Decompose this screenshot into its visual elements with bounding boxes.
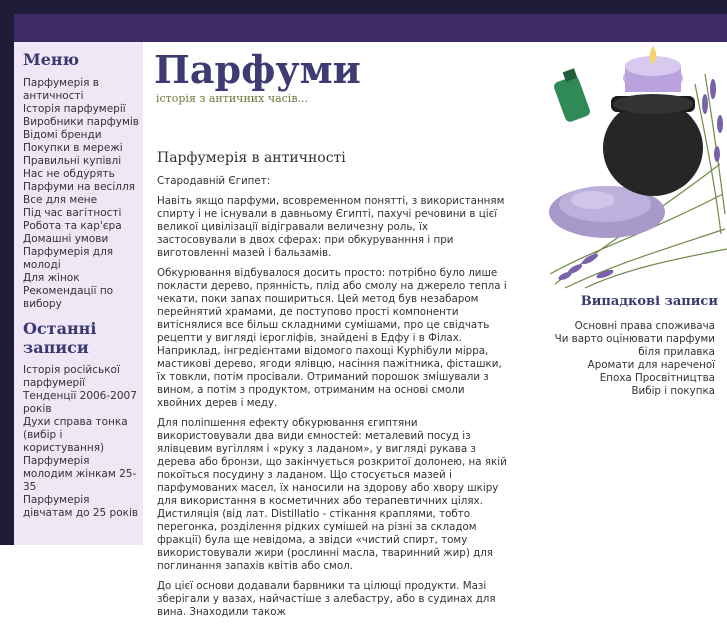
article-paragraph: Для поліпшення ефекту обкурювання єгиптяни використовували два види ємностей: металевий посуд із ялівцевим вугіллям і «руку з ладаном», у вигляді рукава з дерева або бронзи, що закінчується розкритої долонею, на якій покоїться посудину з ладаном. Що стосується мазей і парфумованих масел, їх наносили на здорову або хвору шкіру для використання в косметичних або терапевтичних цілях. Дистиляція (від лат. Distillatio - стікання краплями, тобто перегонка, розділення рідких сумішей на різні за складом фракції) була ще невідома, а звідси «чистий спирт, тому використовували жири (рослинні масла, тваринний жир) для поглинання запахів квітів або смол. <box>157 417 507 572</box>
random-post-item[interactable]: Аромати для нареченої <box>587 359 715 371</box>
random-post-item[interactable]: Чи варто оцінювати парфуми біля прилавка <box>554 333 715 358</box>
menu-item-home[interactable]: Домашні умови <box>23 233 109 245</box>
menu-item-recommendations[interactable]: Рекомендації по вибору <box>23 285 114 310</box>
recent-list <box>23 364 139 520</box>
left-edge <box>0 42 14 545</box>
top-bar <box>0 0 727 42</box>
menu-item-right-purchases[interactable]: Правильні купівлі <box>23 155 122 167</box>
menu-item-women[interactable]: Для жінок <box>23 272 80 284</box>
header-photo <box>545 44 727 289</box>
recent-item[interactable]: Парфумерія дівчатам до 25 років <box>23 494 139 519</box>
sidebar <box>14 42 143 545</box>
article-heading[interactable]: Парфумерія в античності <box>157 150 346 166</box>
recent-item[interactable]: Історія російської парфумерії <box>23 364 120 389</box>
random-posts-title: Випадкові записи <box>580 294 718 309</box>
menu-item-pregnancy[interactable]: Під час вагітності <box>23 207 122 219</box>
menu-item-history[interactable]: Історія парфумерії <box>23 103 126 115</box>
menu-item-no-cheating[interactable]: Нас не обдурять <box>23 168 115 180</box>
menu-item-for-me[interactable]: Все для мене <box>23 194 98 206</box>
menu-title: Меню <box>23 50 80 69</box>
recent-item[interactable]: Парфумерія молодим жінкам 25-35 <box>23 455 137 493</box>
recent-title: Останні записи <box>23 319 97 357</box>
menu-item-wedding[interactable]: Парфуми на весілля <box>23 181 135 193</box>
menu-item-youth[interactable]: Парфумерія для молоді <box>23 246 114 271</box>
site-tagline: історія з античних часів... <box>156 92 309 105</box>
article-paragraph: Навіть якщо парфуми, всовременном понятті, з використанням спирту і не існували в давньому Єгипті, пахучі речовини в цієї великої цивілізації відігравали величезну роль, їх застосовували в двох сферах: при обкуруванння і при виготовленні мазей і бальзамів. <box>157 195 505 259</box>
article-paragraph: До цієї основи додавали барвники та цілющі продукти. Мазі зберігали у вазах, найчастіше з алебастру, або в судинах для вина. Знаходили також <box>157 580 496 618</box>
random-post-item[interactable]: Епоха Просвітництва <box>599 372 715 384</box>
random-post-item[interactable]: Вибір і покупка <box>631 385 715 397</box>
article-paragraph: Обкурювання відбувалося досить просто: потрібно було лише покласти дерево, прянність, плід або смолу на джерело тепла і чекати, поки запах пошириться. Цей метод був незабаром перейнятий храмами, де поступово прості компоненти витіснялися все більш складними сумішами, про це свідчать рецепти у вигляді ієрогліфів, знайдені в Едфу і в Філах. Наприклад, інгредієнтами відомого пахощі Курhібули мірра, мастиковi дерево, ягоди ялівцю, насіння пажітника, фісташки, їх товкли, потім просівали. Отриманий порошок змішували з вином, а потім з продуктом, отриманим на основі смоли хвойних дерев і меду. <box>157 267 507 409</box>
article-paragraph: Стародавній Єгипет: <box>157 175 271 187</box>
menu-item-antiquity[interactable]: Парфумерія в античності <box>23 77 99 102</box>
header-band <box>14 14 727 42</box>
random-post-item[interactable]: Основні права споживача <box>574 320 715 332</box>
recent-item[interactable]: Духи справа тонка (вибір і користування) <box>23 416 128 454</box>
article <box>157 150 507 626</box>
menu-item-career[interactable]: Робота та кар'єра <box>23 220 122 232</box>
random-posts-list <box>550 320 715 398</box>
recent-item[interactable]: Тенденції 2006-2007 років <box>23 390 137 415</box>
menu-item-brands[interactable]: Відомі бренди <box>23 129 102 141</box>
menu-list <box>23 77 139 311</box>
menu-item-online-shopping[interactable]: Покупки в мережі <box>23 142 123 154</box>
menu-item-manufacturers[interactable]: Виробники парфумів <box>23 116 139 128</box>
site-title[interactable]: Парфуми <box>154 47 361 92</box>
